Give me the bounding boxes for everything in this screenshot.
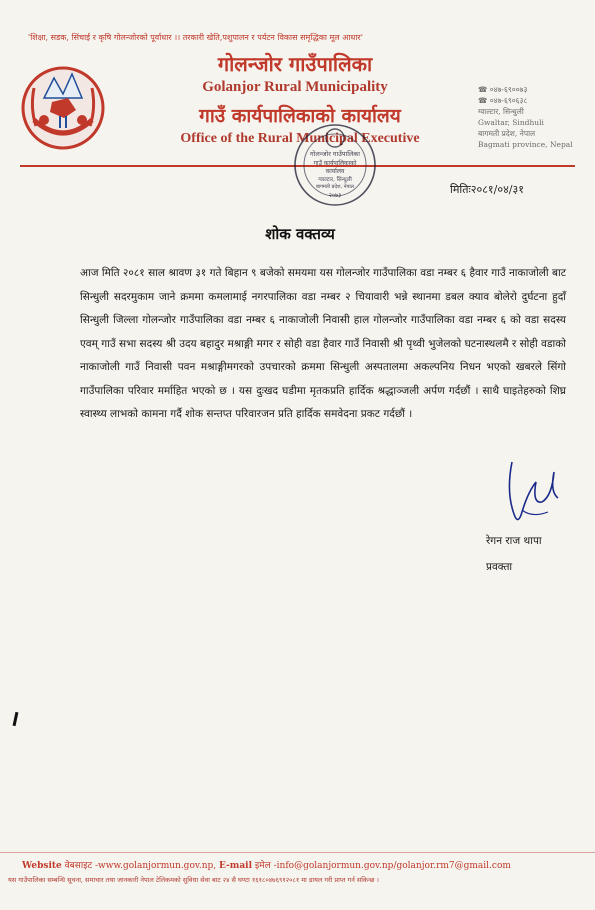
- phone-1: ☎ ०४७-६९००७३: [478, 85, 528, 94]
- stamp-line-4: ग्वाल्टार, सिन्धुली: [318, 177, 352, 183]
- contact-block: [478, 84, 588, 150]
- footer-contacts: [22, 858, 592, 871]
- letter-date: मितिः२०८१/०४/३१: [450, 183, 524, 196]
- stamp-line-2: गाउँ कार्यपालिकाको: [313, 160, 357, 167]
- signatory-role: प्रवक्ता: [486, 561, 513, 573]
- footer-divider: [0, 852, 595, 853]
- stamp-line-1: गोलन्जोर गाउँपालिका: [310, 150, 360, 158]
- website-label: Website: [22, 861, 62, 871]
- stamp-line-3: कार्यालय: [325, 168, 345, 175]
- address-ne: ग्वाल्टार, सिन्धुली: [478, 107, 524, 116]
- handwritten-signature: [492, 452, 570, 532]
- letterhead-motto: 'शिक्षा, सडक, सिंचाई र कृषि गोलन्जोरको पूर्वाधार ।। तरकारी खेति,पशुपालन र पर्यटन विकास समृद्धिका मूल आधार': [28, 33, 363, 42]
- phone-2: ☎ ०४७-६९०६३८: [478, 96, 528, 105]
- address-en: Gwaltar, Sindhuli: [478, 118, 544, 127]
- email-label: E-mail: [219, 861, 252, 871]
- municipality-name-english: Golanjor Rural Municipality: [202, 79, 388, 95]
- letter-heading: शोक वक्तव्य: [265, 225, 335, 243]
- stamp-line-5: बागमती प्रदेश, नेपाल: [315, 184, 355, 190]
- province-ne: बागमती प्रदेश, नेपाल: [478, 129, 536, 138]
- website-url[interactable]: वेबसाइट -www.golanjormun.gov.np,: [64, 861, 217, 871]
- municipality-name-nepali: गोलन्जोर गाउँपालिका: [217, 52, 373, 76]
- email-address[interactable]: इमेल -info@golanjormun.gov.np/golanjor.rm7@gmail.com: [254, 861, 511, 871]
- office-name-english: Office of the Rural Municipal Executive: [180, 131, 420, 146]
- signatory-name: रेगन राज थापा: [486, 535, 542, 547]
- nepal-emblem-icon: [14, 58, 112, 150]
- office-name-nepali: गाउँ कार्यपालिकाको कार्यालय: [199, 105, 401, 127]
- footer-notice: यस गाउँपालिका सम्बन्धि सूचना, समाचार तथा जानकारी नेपाल टेलिकमको सुविधा सेवा बाट २४ सै घण्टा १६१८०४७६९१२०८१ मा डायल गरी प्राप्त गर्न सकिन्छ ।: [8, 876, 379, 884]
- official-stamp: [280, 118, 390, 213]
- stamp-line-6: २०७३: [328, 192, 342, 199]
- letter-body: आज मिति २०८१ साल श्रावण ३१ गते बिहान ९ बजेको समयमा यस गोलन्जोर गाउँपालिका वडा नम्बर ६ हैवार गाउँ नाकाजोली बाट सिन्धुली सदरमुकाम जाने क्रममा कमलामाई नगरपालिका वडा नम्बर २ चियावारी भन्ने स्थानमा डबल क्याव बोलेरो दुर्घटना हुदाँ सिन्धुली जिल्ला गोलन्जोर गाउँपालिका वडा नम्बर ६ नाकाजोली निवासी हाल गोलन्जोर गाउँपालिका वडा नम्बर ६ को वडा सदस्य एवम् गाउँ सभा सदस्य श्री उदय बहादुर मश्राङ्गी मगर र सोही वडा हैवार गाउँ निवासी श्री पृथ्वी भुजेलको घटनास्थलमै र सोही वडाको नाकाजोली गाउँ निवासी पवन मश्राङ्गीमगरको उपचारको क्रममा सिन्धुली अस्पतालमा अकल्पनिय निधन भएको खबरले सिंगो गाउँपालिका परिवार मर्माहित भएको छ । यस दुःखद घडीमा मृतकप्रति हार्दिक श्रद्धाञ्जली अर्पण गर्दछौं । साथै घाइतेहरुको शिघ्र स्वास्थ्य लाभको कामना गर्दै शोक सन्तप्त परिवारजन प्रति हार्दिक समवेदना प्रकट गर्दछौं ।: [80, 267, 566, 420]
- province-en: Bagmati province, Nepal: [478, 140, 573, 149]
- ink-mark: [13, 712, 19, 726]
